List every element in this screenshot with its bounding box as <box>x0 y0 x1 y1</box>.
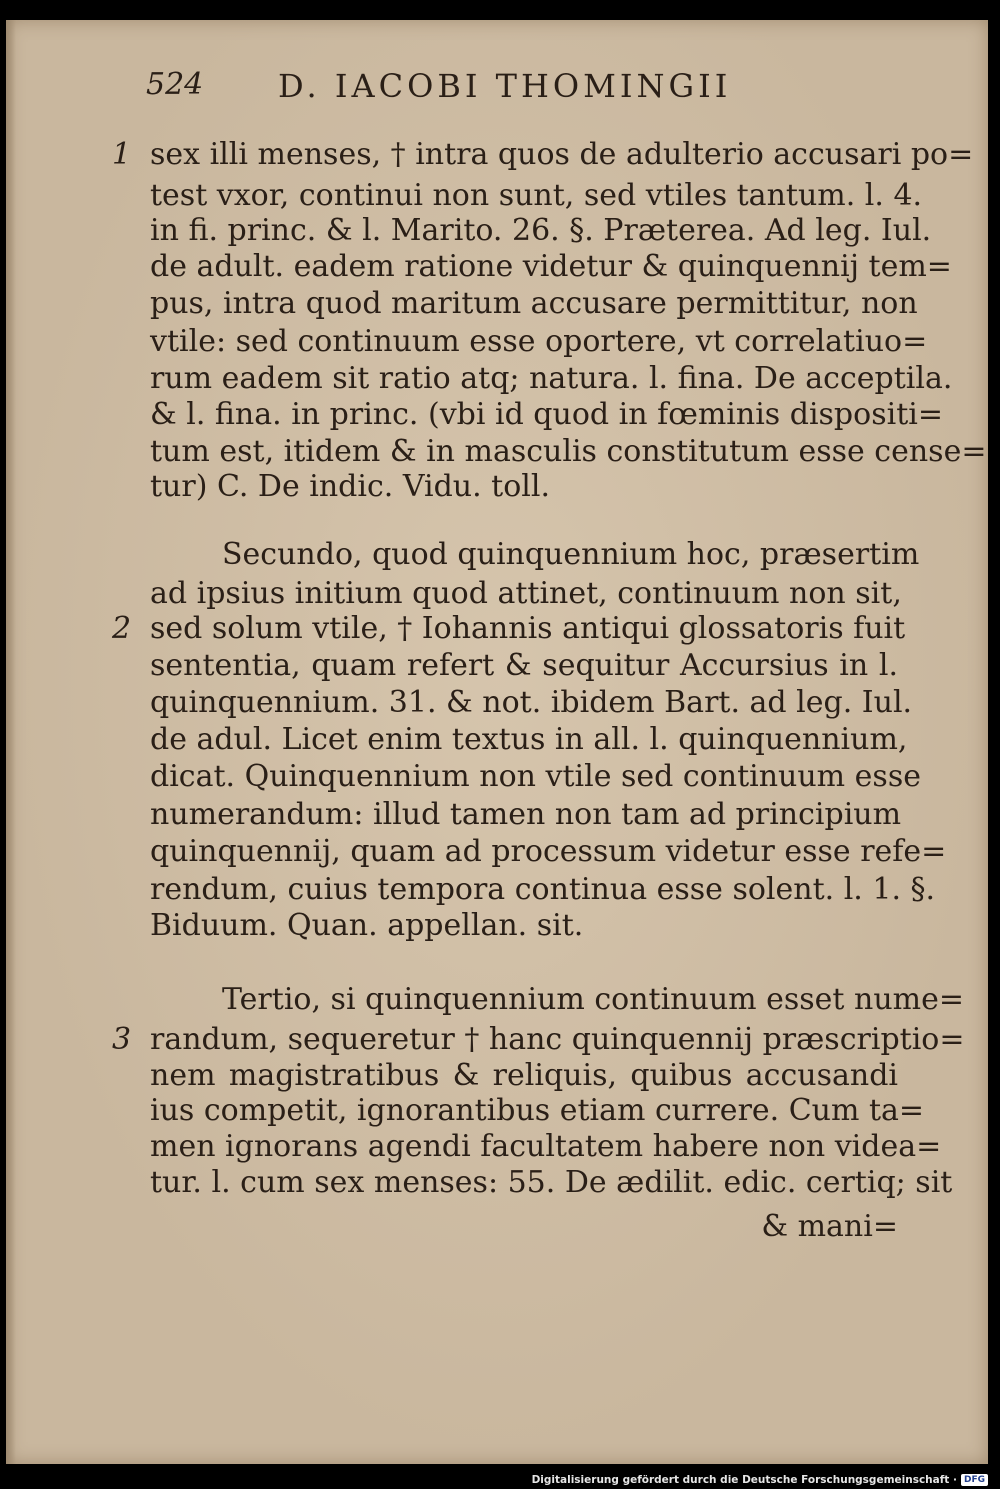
dfg-logo: DFG <box>961 1474 988 1486</box>
text-line: pus, intra quod maritum accusare permittitur, non <box>150 286 918 321</box>
text-line: quinquennium. 31. & not. ibidem Bart. ad leg. Iul. <box>150 685 913 720</box>
text-line: vtile: sed continuum esse oportere, vt correlatiuo= <box>150 324 928 359</box>
text-line: numerandum: illud tamen non tam ad principium <box>150 797 902 832</box>
text-line: rum eadem sit ratio atq; natura. l. fina. De acceptila. <box>150 361 953 396</box>
catchword: & mani= <box>761 1209 898 1244</box>
margin-number-1: 1 <box>112 137 132 172</box>
page-header <box>146 67 846 113</box>
text-line: tur. l. cum sex menses: 55. De ædilit. edic. certiq; sit <box>150 1165 953 1200</box>
page-edge-shadow <box>6 20 16 1464</box>
text-line: rendum, cuius tempora continua esse solent. l. 1. §. <box>150 872 936 907</box>
text-line: Biduum. Quan. appellan. sit. <box>150 908 584 943</box>
text-line: in fi. princ. & l. Marito. 26. §. Præterea. Ad leg. Iul. <box>150 213 932 248</box>
text-line: sex illi menses, † intra quos de adulterio accusari po= <box>150 137 974 172</box>
text-line: tur) C. De indic. Vidu. toll. <box>150 469 551 504</box>
credit-text: Digitalisierung gefördert durch die Deutsche Forschungsgemeinschaft · <box>531 1474 957 1486</box>
running-head: D. IACOBI THOMINGII <box>278 67 732 105</box>
margin-number-3: 3 <box>112 1022 132 1057</box>
text-line: de adult. eadem ratione videtur & quinquennij tem= <box>150 249 952 284</box>
page-number: 524 <box>146 67 204 102</box>
text-line: de adul. Licet enim textus in all. l. quinquennium, <box>150 722 908 757</box>
text-line: randum, sequeretur † hanc quinquennij præscriptio= <box>150 1022 965 1057</box>
text-line: quinquennij, quam ad processum videtur esse refe= <box>150 834 947 869</box>
text-line: nem magistratibus & reliquis, quibus accusandi <box>150 1058 898 1093</box>
text-line: sed solum vtile, † Iohannis antiqui glossatoris fuit <box>150 611 906 646</box>
text-line: test vxor, continui non sunt, sed vtiles tantum. l. 4. <box>150 178 923 213</box>
text-line: sententia, quam refert & sequitur Accursius in l. <box>150 648 898 683</box>
text-line: dicat. Quinquennium non vtile sed continuum esse <box>150 759 921 794</box>
text-line: men ignorans agendi facultatem habere non videa= <box>150 1129 942 1164</box>
text-line: tum est, itidem & in masculis constitutum esse cense= <box>150 434 987 469</box>
text-line: ius competit, ignorantibus etiam currere. Cum ta= <box>150 1093 925 1128</box>
text-line: Secundo, quod quinquennium hoc, præsertim <box>222 537 920 572</box>
text-line: & l. fina. in princ. (vbi id quod in fœminis dispositi= <box>150 397 943 432</box>
text-line: ad ipsius initium quod attinet, continuum non sit, <box>150 576 902 611</box>
margin-number-2: 2 <box>112 611 132 646</box>
text-line: Tertio, si quinquennium continuum esset nume= <box>222 982 965 1017</box>
digitization-credit <box>532 1474 988 1486</box>
